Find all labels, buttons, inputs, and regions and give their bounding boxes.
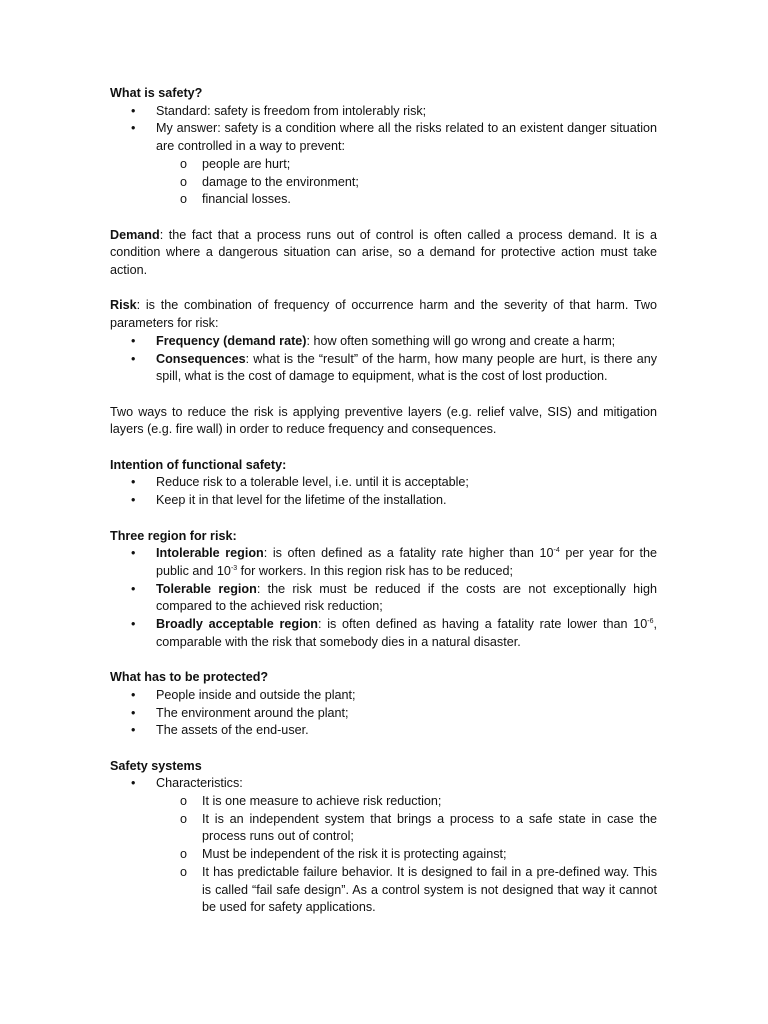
list-item: • My answer: safety is a condition where all the risks related to an existent danger situation are controlled in a way to prevent: bbox=[131, 121, 657, 154]
bullet-icon: • bbox=[131, 351, 136, 366]
bullet-icon: • bbox=[131, 581, 136, 596]
list-item: • The assets of the end-user. bbox=[110, 722, 657, 740]
sub-list-item: o people are hurt; bbox=[110, 156, 657, 174]
bullet-icon: • bbox=[131, 776, 136, 791]
bullet-icon: • bbox=[131, 546, 136, 561]
safety-systems-list bbox=[110, 775, 657, 917]
circle-bullet-icon: o bbox=[180, 864, 188, 879]
risk-parameters-list bbox=[110, 333, 657, 386]
bullet-icon: • bbox=[131, 723, 136, 738]
reduce-risk-paragraph: Two ways to reduce the risk is applying preventive layers (e.g. relief valve, SIS) and mitigation layers (e.g. fire wall) in order to reduce frequency and consequences. bbox=[110, 404, 657, 437]
list-item: • Standard: safety is freedom from intolerably risk; bbox=[110, 103, 657, 121]
list-item: • People inside and outside the plant; bbox=[110, 687, 657, 705]
bullet-icon: • bbox=[131, 493, 136, 508]
sub-list-item: o It is an independent system that brings a process to a safe state in case the process runs out of control; bbox=[180, 811, 657, 844]
risk-paragraph: Risk: is the combination of frequency of occurrence harm and the severity of that harm. Two parameters for risk: bbox=[110, 298, 657, 331]
document-page bbox=[110, 85, 657, 917]
list-item: • The environment around the plant; bbox=[110, 705, 657, 723]
bullet-icon: • bbox=[131, 617, 136, 632]
bullet-icon: • bbox=[131, 103, 136, 118]
list-item: • Tolerable region: the risk must be reduced if the costs are not exceptionally high compared to the achieved risk reduction; bbox=[131, 581, 657, 614]
heading-intention: Intention of functional safety: bbox=[110, 457, 287, 472]
circle-bullet-icon: o bbox=[180, 192, 188, 207]
list-item: • Frequency (demand rate): how often something will go wrong and create a harm; bbox=[110, 333, 657, 351]
safety-definition-list bbox=[110, 103, 657, 209]
list-item: • Reduce risk to a tolerable level, i.e. until it is acceptable; bbox=[110, 474, 657, 492]
list-item: • Characteristics: bbox=[110, 775, 657, 793]
circle-bullet-icon: o bbox=[180, 847, 188, 862]
circle-bullet-icon: o bbox=[180, 794, 188, 809]
heading-safety-systems: Safety systems bbox=[110, 758, 202, 773]
sub-list-item: o financial losses. bbox=[110, 191, 657, 209]
intention-list bbox=[110, 474, 657, 509]
regions-list bbox=[110, 545, 657, 651]
protected-list bbox=[110, 687, 657, 740]
bullet-icon: • bbox=[131, 475, 136, 490]
bullet-icon: • bbox=[131, 121, 136, 136]
heading-three-regions: Three region for risk: bbox=[110, 528, 237, 543]
bullet-icon: • bbox=[131, 705, 136, 720]
sub-list-item: o damage to the environment; bbox=[110, 174, 657, 192]
circle-bullet-icon: o bbox=[180, 156, 188, 171]
circle-bullet-icon: o bbox=[180, 174, 188, 189]
list-item: • Intolerable region: is often defined as a fatality rate higher than $10^{-4}$ per year for the public and $10^{-3}$ for workers. In this region risk has to be reduced; bbox=[131, 546, 658, 578]
sub-list-item: o It is one measure to achieve risk reduction; bbox=[110, 793, 657, 811]
list-item: • Broadly acceptable region: is often defined as having a fatality rate lower than $10^{-6}$, comparable with the risk that somebody dies in a natural disaster. bbox=[131, 617, 657, 649]
demand-paragraph: Demand: the fact that a process runs out of control is often called a process demand. It is a condition where a dangerous situation can arise, so a demand for protective action must take action. bbox=[110, 227, 657, 278]
circle-bullet-icon: o bbox=[180, 811, 188, 826]
bullet-icon: • bbox=[131, 333, 136, 348]
bullet-icon: • bbox=[131, 687, 136, 702]
list-item: • Keep it in that level for the lifetime of the installation. bbox=[110, 492, 657, 510]
heading-what-is-safety: What is safety? bbox=[110, 86, 203, 100]
heading-what-protected: What has to be protected? bbox=[110, 670, 269, 685]
sub-list-item: o It has predictable failure behavior. It is designed to fail in a pre-defined way. This is called “fail safe design”. As a control system is not designed that way it cannot be used for safety applications. bbox=[180, 864, 657, 915]
sub-list-item: o Must be independent of the risk it is protecting against; bbox=[110, 846, 657, 864]
list-item: • Consequences: what is the “result” of the harm, how many people are hurt, is there any spill, what is the cost of damage to equipment, what is the cost of lost production. bbox=[131, 351, 657, 384]
